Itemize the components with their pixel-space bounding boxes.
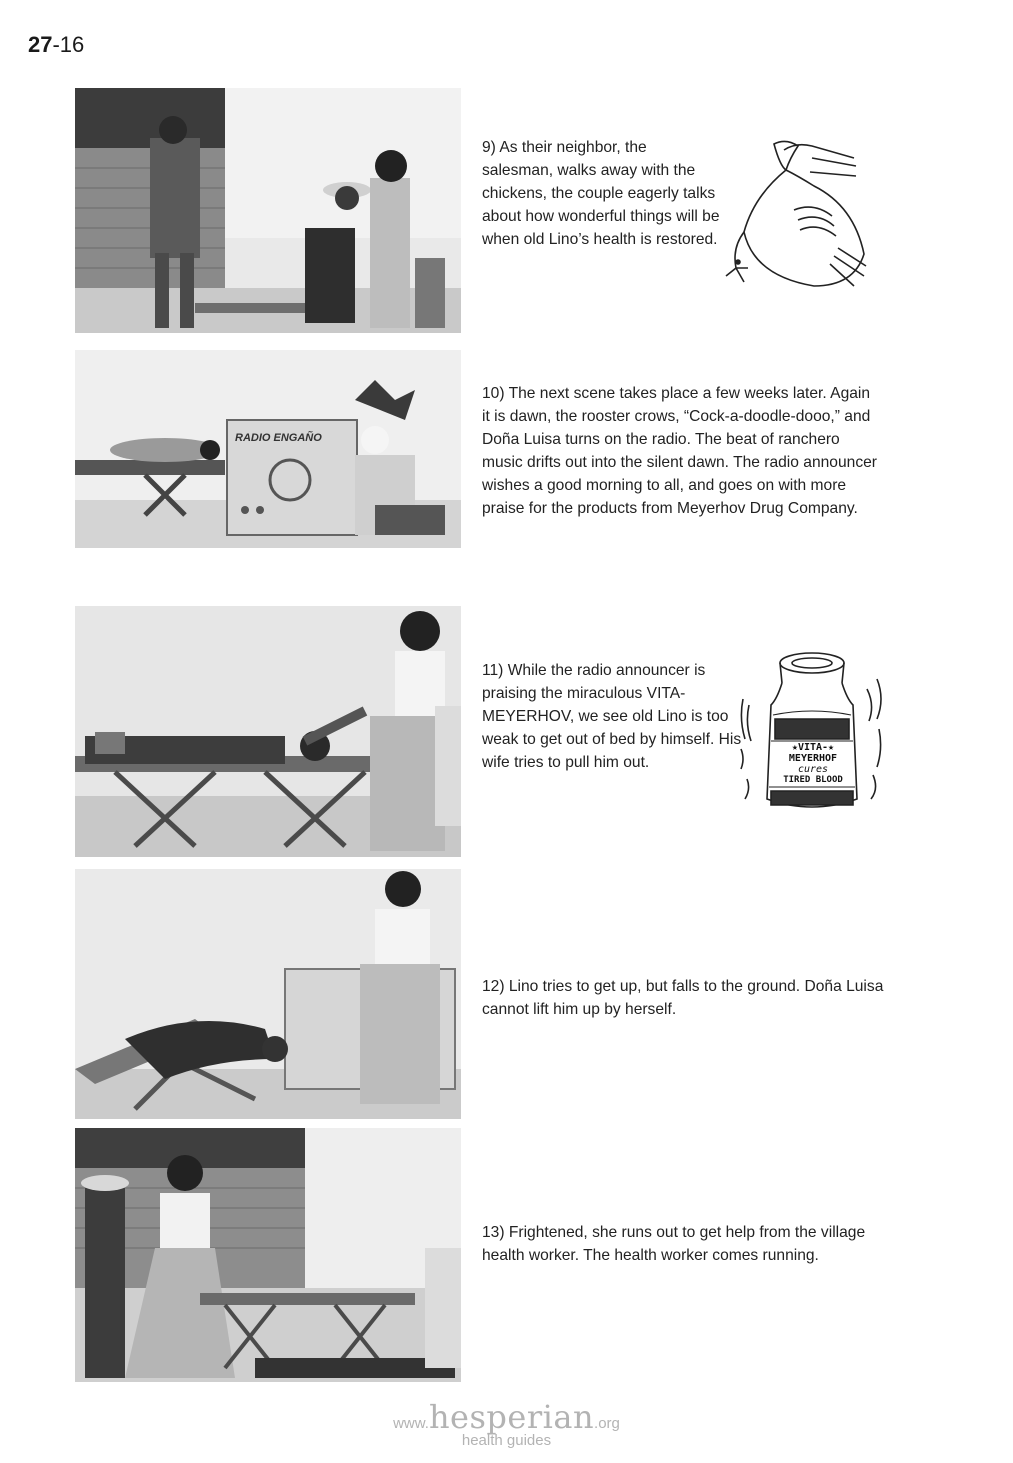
caption-panel-10: 10) The next scene takes place a few weeks later. Again it is dawn, the rooster crows, “Cock-a-doodle-dooo,” and Doña Luisa turns on the radio. The beat of ranchero music drifts out into the silent dawn. The radio announcer wishes a good morning to all, and goes on with more praise for the products from Meyerhov Drug Company. bbox=[482, 385, 877, 517]
caption-panel-11: 11) While the radio announcer is praising the miraculous VITA-MEYERHOV, we see old Lino is too weak to get out of bed by himself. His wife tries to pull him out. bbox=[482, 662, 742, 771]
footer-prefix: www. bbox=[393, 1415, 429, 1432]
footer-tagline: health guides bbox=[461, 1432, 552, 1449]
photo-panel-11 bbox=[75, 606, 461, 857]
photo-panel-13 bbox=[75, 1128, 461, 1382]
footer-suffix: .org bbox=[594, 1415, 620, 1432]
caption-panel-12: 12) Lino tries to get up, but falls to the ground. Doña Luisa cannot lift him up by herself. bbox=[482, 978, 884, 1018]
bottle-label-line4: TIRED BLOOD bbox=[783, 775, 843, 785]
bottle-label-line3: cures bbox=[797, 764, 829, 775]
footer-brand: hesperian bbox=[428, 1398, 595, 1436]
caption-panel-13: 13) Frightened, she runs out to get help from the village health worker. The health worker comes running. bbox=[482, 1224, 866, 1264]
caption-panel-9: 9) As their neighbor, the salesman, walks away with the chickens, the couple eagerly talks about how wonderful things will be when old Lino’s health is restored. bbox=[482, 139, 720, 248]
medicine-bottle-illustration bbox=[737, 649, 887, 817]
photo-panel-9 bbox=[75, 88, 461, 333]
footer-logo bbox=[0, 1398, 1013, 1449]
chicken-illustration bbox=[714, 136, 870, 296]
bottle-label-line2: MEYERHOF bbox=[788, 753, 838, 764]
page-number: 27-16 bbox=[28, 32, 85, 57]
photo-panel-10 bbox=[75, 350, 461, 548]
bottle-label-line1: ★VITA-★ bbox=[791, 742, 835, 753]
photo-panel-12 bbox=[75, 869, 461, 1119]
radio-sign: RADIO ENGAÑO bbox=[235, 432, 322, 444]
